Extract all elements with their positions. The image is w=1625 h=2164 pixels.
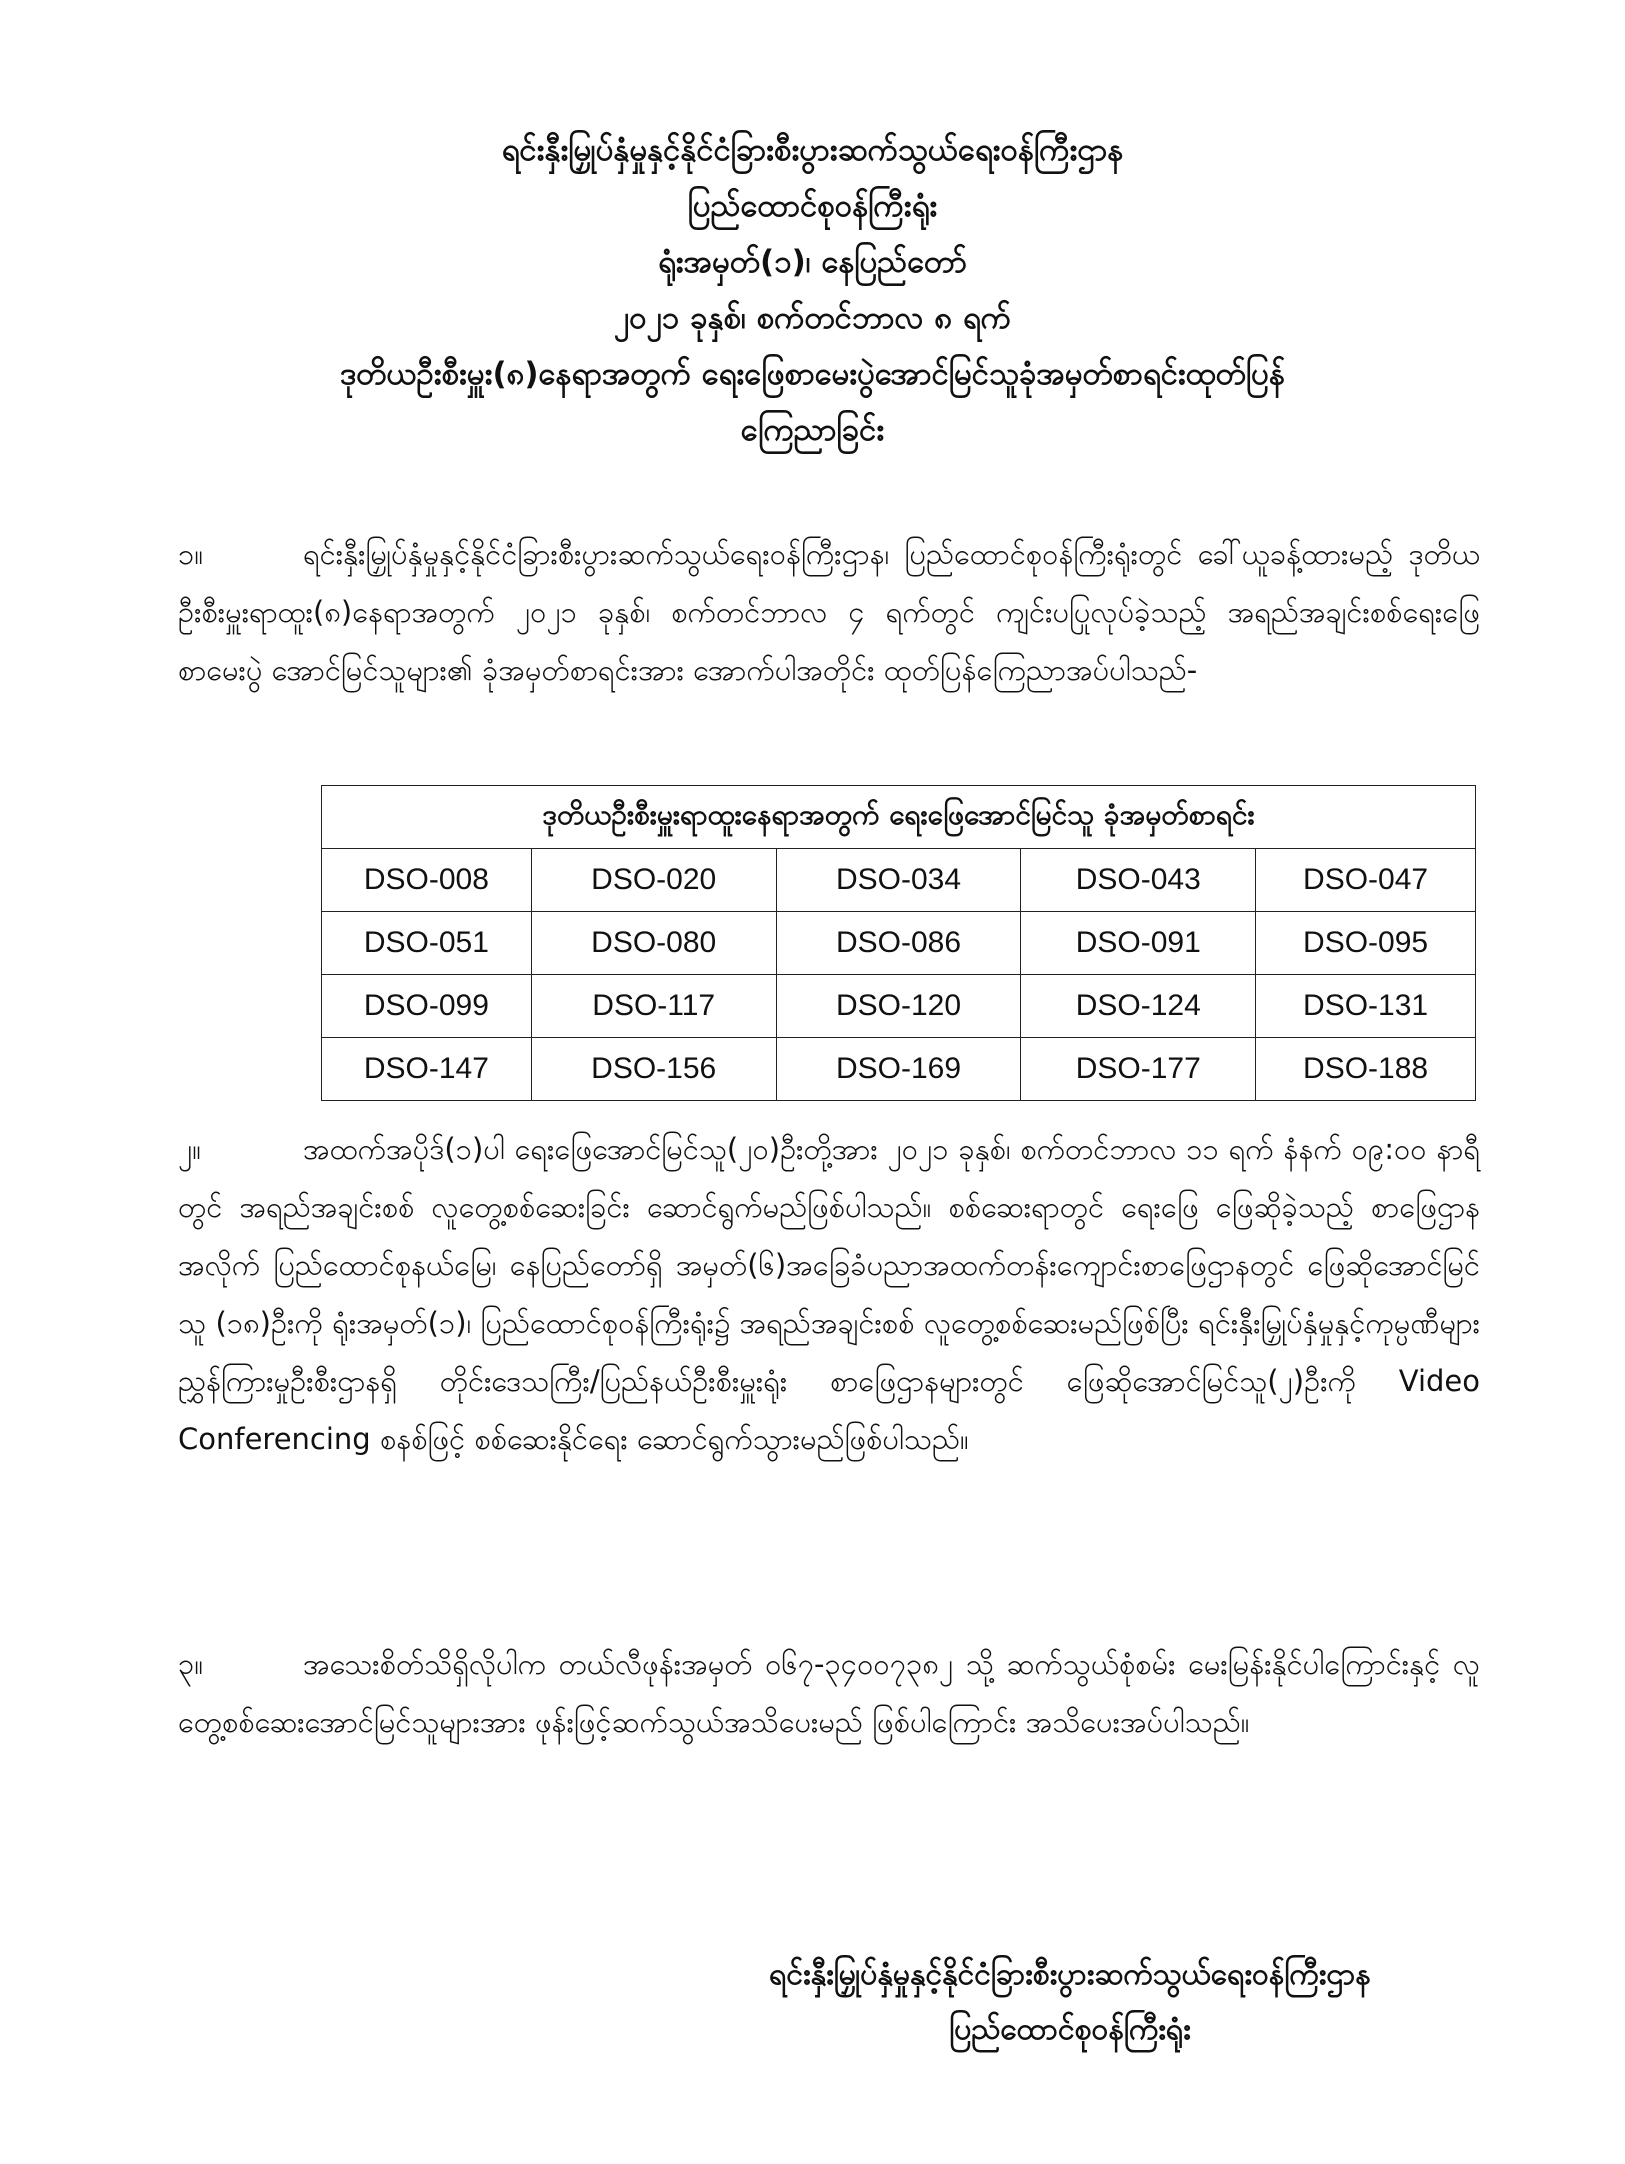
paragraph-text: အသေးစိတ်သိရှိလိုပါက တယ်လီဖုန်းအမှတ် ၀၆၇-၃၄၀၀၇၃၈၂ သို့ ဆက်သွယ်စုံစမ်း မေးမြန်းနိုင်ပါကြောင်းနှင့် လူတွေ့စစ်ဆေးအောင်မြင်သူများအား ဖုန်းဖြင့်ဆက်သွယ်အသိပေးမည် ဖြစ်ပါကြောင်း အသိပေးအပ်ပါသည်။ <box>178 1647 1480 1739</box>
seat-number-cell: DSO-099 <box>322 975 532 1038</box>
paragraph-2 <box>178 1120 1480 1468</box>
ministry-name: ရင်းနှီးမြှုပ်နှံမှုနှင့်နိုင်ငံခြားစီးပွားဆက်သွယ်ရေးဝန်ကြီးဌာန <box>501 132 1124 168</box>
document-header <box>0 130 1625 466</box>
paragraph-3 <box>178 1635 1480 1751</box>
office-location: ရုံးအမှတ်(၁)၊ နေပြည်တော် <box>658 244 967 280</box>
signature-block <box>640 1955 1500 2065</box>
signature-ministry: ရင်းနှီးမြှုပ်နှံမှုနှင့်နိုင်ငံခြားစီးပွားဆက်သွယ်ရေးဝန်ကြီးဌာန <box>769 1957 1371 1992</box>
seat-number-cell: DSO-131 <box>1256 975 1476 1038</box>
seat-number-cell: DSO-047 <box>1256 849 1476 912</box>
table-row <box>322 975 1476 1038</box>
seat-number-cell: DSO-034 <box>776 849 1021 912</box>
seat-number-cell: DSO-051 <box>322 912 532 975</box>
seat-number-cell: DSO-120 <box>776 975 1021 1038</box>
document-subject-continued: ကြေညာခြင်း <box>740 412 885 448</box>
paragraph-text: ရင်းနှီးမြှုပ်နှံမှုနှင့်နိုင်ငံခြားစီးပွားဆက်သွယ်ရေးဝန်ကြီးဌာန၊ ပြည်ထောင်စုဝန်ကြီးရုံးတွင် ခေါ်ယူခန့်ထားမည့် ဒုတိယဦးစီးမှူးရာထူး(၈)နေရာအတွက် ၂၀၂၁ ခုနှစ်၊ စက်တင်ဘာလ ၄ ရက်တွင် ကျင်းပပြုလုပ်ခဲ့သည့် အရည်အချင်းစစ်ရေးဖြေစာမေးပွဲ အောင်မြင်သူများ၏ ခုံအမှတ်စာရင်းအား အောက်ပါအတိုင်း ထုတ်ပြန်ကြေညာအပ်ပါသည်- <box>178 537 1480 687</box>
paragraph-text: အထက်အပိုဒ်(၁)ပါ ရေးဖြေအောင်မြင်သူ(၂၀)ဦးတို့အား ၂၀၂၁ ခုနှစ်၊ စက်တင်ဘာလ ၁၁ ရက် နံနက် ၀၉:၀၀ နာရီတွင် အရည်အချင်းစစ် လူတွေ့စစ်ဆေးခြင်း ဆောင်ရွက်မည်ဖြစ်ပါသည်။ စစ်ဆေးရာတွင် ရေးဖြေ ဖြေဆိုခဲ့သည့် စာဖြေဌာနအလိုက် ပြည်ထောင်စုနယ်မြေ၊ နေပြည်တော်ရှိ အမှတ်(၆)အခြေခံပညာအထက်တန်းကျောင်းစာဖြေဌာနတွင် ဖြေဆိုအောင်မြင်သူ (၁၈)ဦးကို ရုံးအမှတ်(၁)၊ ပြည်ထောင်စုဝန်ကြီးရုံး၌ အရည်အချင်းစစ် လူတွေ့စစ်ဆေးမည်ဖြစ်ပြီး ရင်းနှီးမြှုပ်နှံမှုနှင့်ကုမ္ပဏီများညွှန်ကြားမှုဦးစီးဌာနရှိ တိုင်းဒေသကြီး/ပြည်နယ်ဦးစီးမှူးရုံး စာဖြေဌာနများတွင် ဖြေဆိုအောင်မြင်သူ(၂)ဦးကို Video Conferencing စနစ်ဖြင့် စစ်ဆေးနိုင်ရေး ဆောင်ရွက်သွားမည်ဖြစ်ပါသည်။ <box>178 1132 1480 1456</box>
office-name: ပြည်ထောင်စုဝန်ကြီးရုံး <box>687 188 938 224</box>
table-title: ဒုတိယဦးစီးမှူးရာထူးနေရာအတွက် ရေးဖြေအောင်မြင်သူ ခုံအမှတ်စာရင်း <box>322 786 1476 849</box>
table-row <box>322 912 1476 975</box>
seat-number-cell: DSO-043 <box>1021 849 1256 912</box>
document-subject: ဒုတိယဦးစီးမှူး(၈)နေရာအတွက် ရေးဖြေစာမေးပွဲအောင်မြင်သူခုံအမှတ်စာရင်းထုတ်ပြန် <box>340 356 1285 392</box>
document-date: ၂၀၂၁ ခုနှစ်၊ စက်တင်ဘာလ ၈ ရက် <box>614 300 1011 336</box>
seat-number-cell: DSO-177 <box>1021 1038 1256 1101</box>
signature-office: ပြည်ထောင်စုဝန်ကြီးရုံး <box>949 2012 1191 2047</box>
seat-number-cell: DSO-020 <box>531 849 776 912</box>
seat-number-cell: DSO-008 <box>322 849 532 912</box>
seat-number-cell: DSO-091 <box>1021 912 1256 975</box>
paragraph-number: ၃။ <box>178 1647 204 1681</box>
paragraph-number: ၂။ <box>178 1132 202 1166</box>
seat-number-cell: DSO-095 <box>1256 912 1476 975</box>
seat-number-cell: DSO-080 <box>531 912 776 975</box>
table-row <box>322 1038 1476 1101</box>
seat-number-cell: DSO-117 <box>531 975 776 1038</box>
seat-number-cell: DSO-124 <box>1021 975 1256 1038</box>
paragraph-1 <box>178 525 1480 699</box>
paragraph-number: ၁။ <box>178 537 204 571</box>
results-table <box>321 785 1476 1101</box>
table-row <box>322 849 1476 912</box>
seat-number-cell: DSO-147 <box>322 1038 532 1101</box>
seat-number-cell: DSO-156 <box>531 1038 776 1101</box>
seat-number-cell: DSO-169 <box>776 1038 1021 1101</box>
seat-number-cell: DSO-188 <box>1256 1038 1476 1101</box>
seat-number-cell: DSO-086 <box>776 912 1021 975</box>
